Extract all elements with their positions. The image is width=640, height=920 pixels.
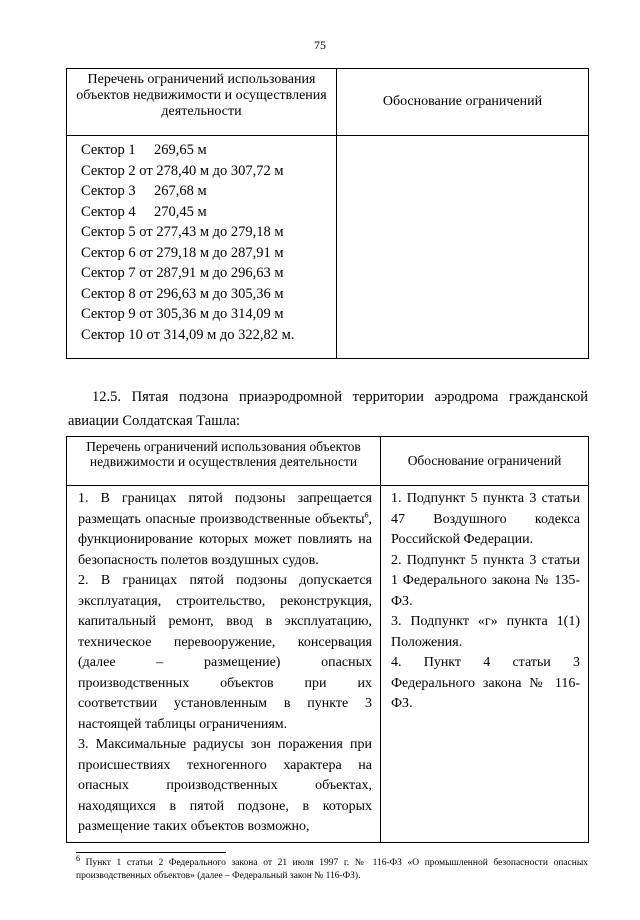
header-restrictions-cell bbox=[67, 437, 381, 486]
restriction-item-1: 1. В границах пятой подзоны запрещается размещать опасные производственные объекты$^6$, функционирование которых может повлиять на безопасность полетов воздушных судов. bbox=[78, 491, 372, 568]
table-header-row bbox=[67, 69, 589, 136]
header-restrictions-text: Перечень ограничений использования объектов недвижимости и осуществления деятельности bbox=[76, 72, 327, 119]
restrictions-text-cell bbox=[67, 486, 381, 843]
sector-row: Сектор 8 от 296,63 м до 305,36 м bbox=[81, 285, 284, 302]
justification-item-1: 1. Подпункт 5 пункта 3 статьи 47 Воздушного кодекса Российской Федерации. bbox=[391, 491, 580, 547]
footnote-text: Пункт 1 статьи 2 Федерального закона от 21 июля 1997 г. № 116-ФЗ «О промышленной безопасности опасных производственных объектов» (далее – Федеральный закон № 116-ФЗ). bbox=[76, 858, 588, 881]
footnote-mark: 6 bbox=[76, 853, 80, 863]
sector-row: Сектор 2 от 278,40 м до 307,72 м bbox=[81, 162, 284, 179]
page-number: 75 bbox=[314, 38, 326, 52]
justification-item-3: 3. Подпункт «г» пункта 1(1) Положения. bbox=[391, 614, 580, 650]
fifth-subzone-table bbox=[66, 436, 589, 843]
header-justification-cell: Обоснование ограничений bbox=[381, 437, 589, 486]
justification-text-cell bbox=[381, 486, 589, 843]
sector-row: Сектор 7 от 287,91 м до 296,63 м bbox=[81, 265, 284, 281]
table-body-row bbox=[67, 486, 589, 843]
justification-item-4: 4. Пункт 4 статьи 3 Федерального закона № 116-ФЗ. bbox=[391, 655, 580, 711]
paragraph-line-1: 12.5. Пятая подзона приаэродромной территории аэродрома гражданской bbox=[92, 389, 588, 405]
sector-row: Сектор 9 от 305,36 м до 314,09 м bbox=[81, 306, 284, 322]
sector-restrictions-table bbox=[66, 68, 589, 359]
restriction-item-2: 2. В границах пятой подзоны допускается эксплуатация, строительство, реконструкция, капитальный ремонт, ввод в эксплуатацию, техническое перевооружение, консервация (далее – размещение) опасных производственных объектов при их соответствии установленным в пункте 3 настоящей таблицы ограничениям. bbox=[78, 573, 372, 732]
footnote-separator bbox=[76, 852, 226, 853]
sector-list-cell bbox=[67, 136, 337, 359]
justification-item-2: 2. Подпункт 5 пункта 3 статьи 1 Федерального закона № 135-ФЗ. bbox=[391, 552, 580, 609]
restriction-item-3: 3. Максимальные радиусы зон поражения при происшествиях техногенного характера на опасных производственных объектах, находящихся в пятой подзоне, в которых размещение таких объектов возможно, bbox=[78, 737, 372, 834]
header-restrictions-text: Перечень ограничений использования объектов недвижимости и осуществления деятельности bbox=[86, 439, 361, 469]
table-body-row bbox=[67, 136, 589, 359]
sector-row: Сектор 10 от 314,09 м до 322,82 м. bbox=[81, 326, 295, 343]
sector-row: Сектор 4 270,45 м bbox=[81, 203, 207, 220]
header-restrictions-cell bbox=[67, 69, 337, 136]
sector-row: Сектор 1 269,65 м bbox=[81, 142, 207, 158]
footnote-ref: 6 bbox=[364, 509, 369, 519]
paragraph-line-2: авиации Солдатская Ташла: bbox=[68, 413, 241, 429]
table-header-row bbox=[67, 437, 589, 486]
justification-empty-cell bbox=[337, 136, 589, 359]
footnote bbox=[76, 853, 588, 883]
sector-row: Сектор 3 267,68 м bbox=[81, 183, 207, 199]
header-justification-cell: Обоснование ограничений bbox=[337, 69, 589, 136]
sector-row: Сектор 5 от 277,43 м до 279,18 м bbox=[81, 224, 284, 240]
section-paragraph bbox=[68, 385, 588, 433]
sector-row: Сектор 6 от 279,18 м до 287,91 м bbox=[81, 244, 284, 261]
